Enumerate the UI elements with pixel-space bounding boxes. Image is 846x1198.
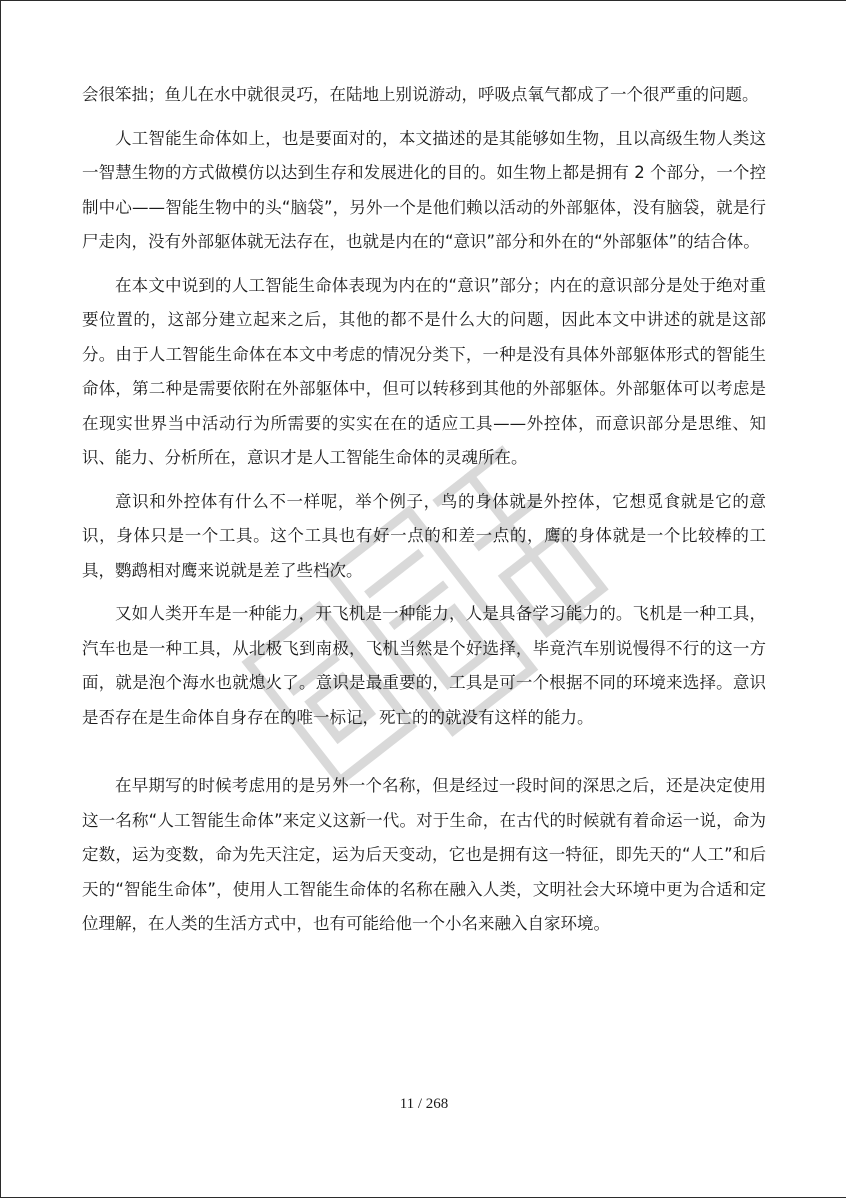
paragraph: 意识和外控体有什么不一样呢，举个例子，鸟的身体就是外控体，它想觅食就是它的意识，身体只是一个工具。这个工具也有好一点的和差一点的，鹰的身体就是一个比较棒的工具，鹦鹉相对鹰来说就是差了些档次。 <box>82 491 766 580</box>
paragraph: 会很笨拙；鱼儿在水中就很灵巧，在陆地上别说游动，呼吸点氧气都成了一个很严重的问题。 <box>82 85 759 104</box>
paragraph: 在早期写的时候考虑用的是另外一个名称，但是经过一段时间的深思之后，还是决定使用这一名称“人工智能生命体”来定义这新一代。对于生命，在古代的时候就有着命运一说，命为定数，运为变数，命为先天注定，运为后天变动，它也是拥有这一特征，即先天的“人工”和后天的“智能生命体”，使用人工智能生命体的名称在融入人类，文明社会大环境中更为合适和定位理解，在人类的生活方式中，也有可能给他一个小名来融入自家环境。 <box>82 776 766 933</box>
document-body <box>82 78 766 951</box>
paragraph: 人工智能生命体如上，也是要面对的，本文描述的是其能够如生物，且以高级生物人类这一智慧生物的方式做模仿以达到生存和发展进化的目的。如生物上都是拥有 2 个部分，一个控制中心——智能生物中的头“脑袋”，另外一个是他们赖以活动的外部躯体，没有脑袋，就是行尸走肉，没有外部躯体就无法存在，也就是内在的“意识”部分和外在的“外部躯体”的结合体。 <box>82 128 766 251</box>
paragraph: 在本文中说到的人工智能生命体表现为内在的“意识”部分；内在的意识部分是处于绝对重要位置的，这部分建立起来之后，其他的都不是什么大的问题，因此本文中讲述的就是这部分。由于人工智能生命体在本文中考虑的情况分类下，一种是没有具体外部躯体形式的智能生命体，第二种是需要依附在外部躯体中，但可以转移到其他的外部躯体。外部躯体可以考虑是在现实世界当中活动行为所需要的实实在在的适应工具——外控体，而意识部分是思维、知识、能力、分析所在，意识才是人工智能生命体的灵魂所在。 <box>82 275 766 467</box>
page-number: 11 / 268 <box>399 1096 449 1112</box>
paragraph: 又如人类开车是一种能力，开飞机是一种能力，人是具备学习能力的。飞机是一种工具，汽车也是一种工具，从北极飞到南极，飞机当然是个好选择，毕竟汽车别说慢得不行的这一方面，就是泡个海水也就熄火了。意识是最重要的，工具是可一个根据不同的环境来选择。意识是否存在是生命体自身存在的唯一标记，死亡的的就没有这样的能力。 <box>82 604 766 727</box>
